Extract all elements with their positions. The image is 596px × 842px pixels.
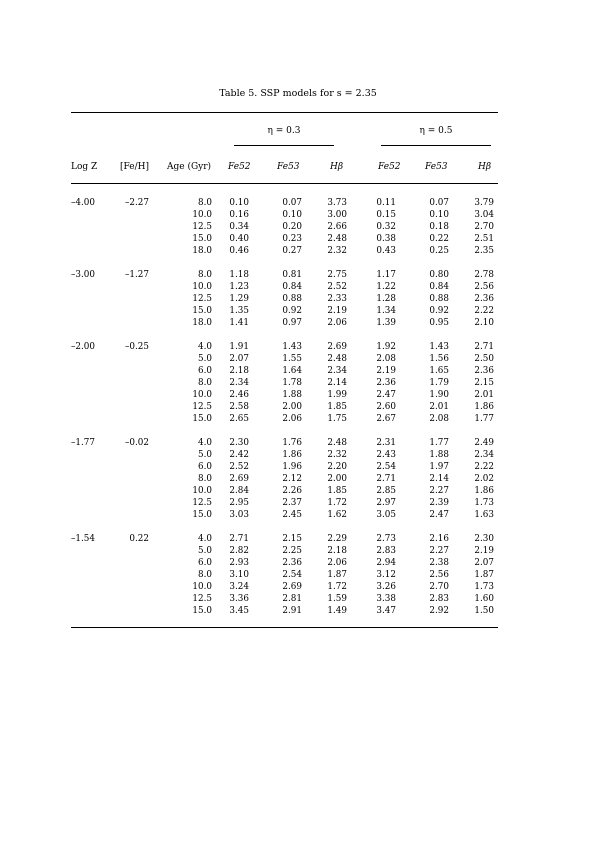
cell-fe53-eta03: 2.15 — [282, 534, 302, 544]
cell-hbeta-eta03: 1.85 — [327, 486, 347, 496]
col-header-fe53-eta05: Fe53 — [425, 162, 448, 172]
cell-fe53-eta05: 2.83 — [429, 594, 449, 604]
cell-age: 12.5 — [192, 402, 212, 412]
cell-age: 18.0 — [192, 246, 212, 256]
cell-age: 8.0 — [198, 270, 212, 280]
cell-fe53-eta03: 0.07 — [282, 198, 302, 208]
cell-hbeta-eta03: 1.87 — [327, 570, 347, 580]
cell-age: 10.0 — [192, 582, 212, 592]
cell-logz: –4.00 — [71, 198, 95, 208]
cell-fe53-eta05: 0.18 — [429, 222, 449, 232]
cell-fe52-eta03: 1.29 — [229, 294, 249, 304]
cell-fe52-eta03: 3.10 — [229, 570, 249, 580]
col-header-hbeta-eta03: Hβ — [330, 162, 344, 172]
cell-fe52-eta03: 3.24 — [229, 582, 249, 592]
cell-fe52-eta05: 0.38 — [376, 234, 396, 244]
cell-hbeta-eta03: 1.99 — [327, 390, 347, 400]
cell-hbeta-eta05: 2.49 — [474, 438, 494, 448]
cell-fe53-eta03: 0.27 — [282, 246, 302, 256]
cell-fe52-eta05: 2.97 — [376, 498, 396, 508]
cell-logz: –3.00 — [71, 270, 95, 280]
cell-hbeta-eta05: 2.56 — [474, 282, 494, 292]
cell-fe52-eta03: 2.95 — [229, 498, 249, 508]
cell-fe53-eta03: 2.06 — [282, 414, 302, 424]
cell-fe53-eta05: 2.08 — [429, 414, 449, 424]
cell-fe53-eta05: 1.65 — [429, 366, 449, 376]
cell-feh: –2.27 — [125, 198, 149, 208]
cell-hbeta-eta05: 1.86 — [474, 402, 494, 412]
cell-fe52-eta03: 2.52 — [229, 462, 249, 472]
cell-fe52-eta05: 1.39 — [376, 318, 396, 328]
cell-hbeta-eta05: 2.07 — [474, 558, 494, 568]
cell-age: 6.0 — [198, 558, 212, 568]
cell-fe52-eta03: 1.23 — [229, 282, 249, 292]
cell-fe53-eta05: 0.22 — [429, 234, 449, 244]
cell-age: 12.5 — [192, 594, 212, 604]
cell-hbeta-eta05: 2.19 — [474, 546, 494, 556]
table-caption: Table 5. SSP models for s = 2.35 — [219, 88, 377, 99]
cell-fe53-eta05: 1.56 — [429, 354, 449, 364]
cell-fe53-eta03: 0.92 — [282, 306, 302, 316]
cell-hbeta-eta03: 1.59 — [327, 594, 347, 604]
cell-age: 18.0 — [192, 318, 212, 328]
cell-fe52-eta05: 2.67 — [376, 414, 396, 424]
cell-hbeta-eta03: 2.48 — [327, 234, 347, 244]
cell-hbeta-eta03: 2.00 — [327, 474, 347, 484]
cell-age: 6.0 — [198, 366, 212, 376]
cell-hbeta-eta05: 2.15 — [474, 378, 494, 388]
cell-hbeta-eta03: 1.72 — [327, 498, 347, 508]
cell-fe53-eta03: 0.97 — [282, 318, 302, 328]
cell-hbeta-eta05: 2.34 — [474, 450, 494, 460]
cell-fe52-eta03: 3.36 — [229, 594, 249, 604]
cell-fe53-eta03: 1.76 — [282, 438, 302, 448]
cell-hbeta-eta05: 2.36 — [474, 366, 494, 376]
cell-fe52-eta03: 0.10 — [229, 198, 249, 208]
cell-fe52-eta03: 0.16 — [229, 210, 249, 220]
cell-age: 5.0 — [198, 354, 212, 364]
cell-hbeta-eta03: 1.85 — [327, 402, 347, 412]
group-label-eta-03: η = 0.3 — [267, 126, 301, 136]
cell-fe52-eta05: 2.71 — [376, 474, 396, 484]
cell-fe52-eta05: 0.15 — [376, 210, 396, 220]
cell-age: 8.0 — [198, 198, 212, 208]
cell-age: 4.0 — [198, 342, 212, 352]
col-header-age: Age (Gyr) — [167, 162, 212, 172]
cell-hbeta-eta03: 2.18 — [327, 546, 347, 556]
cell-fe52-eta05: 0.32 — [376, 222, 396, 232]
cell-fe52-eta03: 0.46 — [229, 246, 249, 256]
cell-fe53-eta05: 2.38 — [429, 558, 449, 568]
cell-fe53-eta03: 2.81 — [282, 594, 302, 604]
cell-fe53-eta05: 2.16 — [429, 534, 449, 544]
cell-fe53-eta05: 0.10 — [429, 210, 449, 220]
cell-fe52-eta03: 2.58 — [229, 402, 249, 412]
col-header-fe53-eta03: Fe53 — [277, 162, 300, 172]
cell-hbeta-eta03: 1.72 — [327, 582, 347, 592]
cell-fe52-eta05: 2.60 — [376, 402, 396, 412]
cell-fe52-eta03: 2.71 — [229, 534, 249, 544]
cell-logz: –1.54 — [71, 534, 95, 544]
cell-fe53-eta05: 1.77 — [429, 438, 449, 448]
cell-feh: –0.25 — [125, 342, 149, 352]
cell-fe52-eta05: 0.11 — [376, 198, 396, 208]
cell-hbeta-eta05: 1.87 — [474, 570, 494, 580]
cell-fe52-eta05: 2.19 — [376, 366, 396, 376]
cell-hbeta-eta03: 2.32 — [327, 246, 347, 256]
col-header-logz: Log Z — [71, 162, 98, 172]
cell-fe53-eta03: 1.86 — [282, 450, 302, 460]
cell-fe53-eta03: 1.43 — [282, 342, 302, 352]
cell-feh: –0.02 — [125, 438, 149, 448]
cell-age: 12.5 — [192, 294, 212, 304]
cell-fe53-eta03: 1.64 — [282, 366, 302, 376]
group-label-eta-05: η = 0.5 — [419, 126, 453, 136]
cell-hbeta-eta05: 2.30 — [474, 534, 494, 544]
cell-hbeta-eta03: 2.69 — [327, 342, 347, 352]
cell-hbeta-eta05: 1.73 — [474, 498, 494, 508]
cell-age: 15.0 — [192, 306, 212, 316]
cell-fe52-eta05: 2.31 — [376, 438, 396, 448]
cell-age: 10.0 — [192, 282, 212, 292]
cell-hbeta-eta05: 1.50 — [474, 606, 494, 616]
cell-hbeta-eta03: 1.62 — [327, 510, 347, 520]
cell-age: 15.0 — [192, 510, 212, 520]
cell-fe52-eta03: 1.35 — [229, 306, 249, 316]
cell-fe53-eta05: 1.90 — [429, 390, 449, 400]
cell-fe53-eta05: 2.92 — [429, 606, 449, 616]
cell-hbeta-eta03: 2.19 — [327, 306, 347, 316]
cell-age: 10.0 — [192, 486, 212, 496]
cell-fe52-eta05: 3.05 — [376, 510, 396, 520]
cell-fe52-eta03: 2.30 — [229, 438, 249, 448]
cell-hbeta-eta05: 1.60 — [474, 594, 494, 604]
cell-fe53-eta03: 0.20 — [282, 222, 302, 232]
cell-hbeta-eta05: 2.02 — [474, 474, 494, 484]
cell-age: 8.0 — [198, 570, 212, 580]
cell-hbeta-eta03: 2.29 — [327, 534, 347, 544]
cell-fe53-eta03: 1.88 — [282, 390, 302, 400]
cell-fe52-eta05: 2.73 — [376, 534, 396, 544]
cell-age: 12.5 — [192, 498, 212, 508]
cell-fe52-eta05: 0.43 — [376, 246, 396, 256]
cell-fe53-eta05: 2.14 — [429, 474, 449, 484]
cell-fe52-eta05: 1.17 — [376, 270, 396, 280]
header-rule — [71, 183, 498, 184]
cell-hbeta-eta03: 3.00 — [327, 210, 347, 220]
cell-fe53-eta05: 1.79 — [429, 378, 449, 388]
cell-fe52-eta05: 2.54 — [376, 462, 396, 472]
cell-hbeta-eta05: 2.22 — [474, 306, 494, 316]
cell-fe53-eta05: 0.25 — [429, 246, 449, 256]
cell-fe53-eta05: 0.88 — [429, 294, 449, 304]
cell-fe52-eta03: 2.93 — [229, 558, 249, 568]
cell-age: 15.0 — [192, 414, 212, 424]
cell-fe53-eta05: 0.80 — [429, 270, 449, 280]
cell-fe53-eta03: 1.55 — [282, 354, 302, 364]
cell-fe52-eta05: 1.22 — [376, 282, 396, 292]
cell-age: 12.5 — [192, 222, 212, 232]
cell-hbeta-eta03: 2.32 — [327, 450, 347, 460]
cell-fe53-eta05: 1.97 — [429, 462, 449, 472]
cell-age: 8.0 — [198, 474, 212, 484]
cell-fe53-eta03: 2.91 — [282, 606, 302, 616]
cell-hbeta-eta05: 2.10 — [474, 318, 494, 328]
cell-fe52-eta03: 3.45 — [229, 606, 249, 616]
cell-hbeta-eta03: 2.33 — [327, 294, 347, 304]
cell-hbeta-eta03: 2.52 — [327, 282, 347, 292]
cell-hbeta-eta05: 2.36 — [474, 294, 494, 304]
cell-fe52-eta05: 2.43 — [376, 450, 396, 460]
cell-fe53-eta03: 0.10 — [282, 210, 302, 220]
cell-fe52-eta03: 3.03 — [229, 510, 249, 520]
cell-fe53-eta05: 2.47 — [429, 510, 449, 520]
cell-fe53-eta03: 2.00 — [282, 402, 302, 412]
cell-fe53-eta05: 0.84 — [429, 282, 449, 292]
cell-hbeta-eta03: 1.49 — [327, 606, 347, 616]
cell-fe52-eta05: 3.47 — [376, 606, 396, 616]
cell-hbeta-eta05: 2.71 — [474, 342, 494, 352]
cell-fe53-eta05: 0.95 — [429, 318, 449, 328]
cell-fe52-eta05: 2.47 — [376, 390, 396, 400]
bottom-rule — [71, 627, 498, 628]
cell-fe52-eta03: 1.18 — [229, 270, 249, 280]
cell-hbeta-eta03: 2.34 — [327, 366, 347, 376]
cell-age: 10.0 — [192, 210, 212, 220]
col-header-fe52-eta03: Fe52 — [228, 162, 251, 172]
cell-fe53-eta05: 2.27 — [429, 546, 449, 556]
cell-hbeta-eta03: 2.66 — [327, 222, 347, 232]
cell-fe53-eta05: 2.56 — [429, 570, 449, 580]
cell-hbeta-eta05: 2.01 — [474, 390, 494, 400]
cell-hbeta-eta05: 2.22 — [474, 462, 494, 472]
cell-fe52-eta03: 2.84 — [229, 486, 249, 496]
cell-fe53-eta03: 2.36 — [282, 558, 302, 568]
cell-fe52-eta05: 1.28 — [376, 294, 396, 304]
cell-fe53-eta03: 2.26 — [282, 486, 302, 496]
cell-hbeta-eta03: 2.48 — [327, 354, 347, 364]
cell-hbeta-eta05: 2.78 — [474, 270, 494, 280]
cell-fe53-eta05: 2.70 — [429, 582, 449, 592]
cell-fe52-eta05: 2.94 — [376, 558, 396, 568]
cell-hbeta-eta05: 1.77 — [474, 414, 494, 424]
cell-fe52-eta03: 2.18 — [229, 366, 249, 376]
cell-fe52-eta05: 3.38 — [376, 594, 396, 604]
cell-hbeta-eta03: 2.20 — [327, 462, 347, 472]
cell-hbeta-eta05: 2.51 — [474, 234, 494, 244]
cell-fe53-eta05: 0.92 — [429, 306, 449, 316]
cell-fe53-eta03: 2.25 — [282, 546, 302, 556]
cell-age: 4.0 — [198, 534, 212, 544]
cell-hbeta-eta05: 3.79 — [474, 198, 494, 208]
cell-hbeta-eta05: 2.35 — [474, 246, 494, 256]
col-header-feh: [Fe/H] — [120, 162, 149, 172]
cell-fe52-eta03: 0.34 — [229, 222, 249, 232]
cell-fe52-eta03: 0.40 — [229, 234, 249, 244]
cell-hbeta-eta05: 2.50 — [474, 354, 494, 364]
cell-fe53-eta03: 1.96 — [282, 462, 302, 472]
cell-fe52-eta05: 2.08 — [376, 354, 396, 364]
cell-fe52-eta03: 1.41 — [229, 318, 249, 328]
cell-fe52-eta05: 2.36 — [376, 378, 396, 388]
cell-fe52-eta03: 2.07 — [229, 354, 249, 364]
cell-fe53-eta03: 2.12 — [282, 474, 302, 484]
cell-feh: 0.22 — [129, 534, 149, 544]
top-rule — [71, 112, 498, 113]
cell-fe53-eta03: 0.23 — [282, 234, 302, 244]
cell-fe52-eta03: 2.42 — [229, 450, 249, 460]
cell-hbeta-eta03: 2.75 — [327, 270, 347, 280]
cell-fe52-eta05: 3.12 — [376, 570, 396, 580]
cell-fe53-eta05: 1.43 — [429, 342, 449, 352]
cell-fe53-eta05: 2.01 — [429, 402, 449, 412]
cell-hbeta-eta03: 2.48 — [327, 438, 347, 448]
cell-fe53-eta03: 0.84 — [282, 282, 302, 292]
cell-age: 15.0 — [192, 606, 212, 616]
cell-fe53-eta03: 2.45 — [282, 510, 302, 520]
cell-logz: –1.77 — [71, 438, 95, 448]
cell-fe52-eta03: 2.46 — [229, 390, 249, 400]
cell-fe52-eta05: 2.85 — [376, 486, 396, 496]
cell-fe53-eta03: 0.81 — [282, 270, 302, 280]
cell-fe52-eta03: 2.69 — [229, 474, 249, 484]
group-rule-eta-03 — [234, 145, 334, 146]
cell-logz: –2.00 — [71, 342, 95, 352]
cell-fe52-eta03: 1.91 — [229, 342, 249, 352]
cell-hbeta-eta03: 2.06 — [327, 558, 347, 568]
cell-hbeta-eta05: 1.86 — [474, 486, 494, 496]
cell-fe52-eta05: 1.92 — [376, 342, 396, 352]
cell-fe53-eta05: 2.27 — [429, 486, 449, 496]
cell-hbeta-eta03: 3.73 — [327, 198, 347, 208]
cell-hbeta-eta05: 1.63 — [474, 510, 494, 520]
cell-age: 5.0 — [198, 546, 212, 556]
cell-age: 8.0 — [198, 378, 212, 388]
cell-fe53-eta05: 2.39 — [429, 498, 449, 508]
cell-fe52-eta05: 2.83 — [376, 546, 396, 556]
cell-fe52-eta05: 1.34 — [376, 306, 396, 316]
cell-fe52-eta03: 2.34 — [229, 378, 249, 388]
cell-age: 5.0 — [198, 450, 212, 460]
cell-age: 6.0 — [198, 462, 212, 472]
cell-hbeta-eta05: 1.73 — [474, 582, 494, 592]
cell-fe53-eta03: 0.88 — [282, 294, 302, 304]
cell-fe53-eta03: 2.54 — [282, 570, 302, 580]
cell-feh: –1.27 — [125, 270, 149, 280]
cell-fe52-eta05: 3.26 — [376, 582, 396, 592]
cell-hbeta-eta05: 2.70 — [474, 222, 494, 232]
cell-age: 4.0 — [198, 438, 212, 448]
col-header-hbeta-eta05: Hβ — [478, 162, 492, 172]
cell-hbeta-eta05: 3.04 — [474, 210, 494, 220]
cell-fe52-eta03: 2.65 — [229, 414, 249, 424]
cell-fe53-eta03: 2.37 — [282, 498, 302, 508]
col-header-fe52-eta05: Fe52 — [378, 162, 401, 172]
cell-age: 15.0 — [192, 234, 212, 244]
cell-fe53-eta03: 2.69 — [282, 582, 302, 592]
cell-fe53-eta05: 0.07 — [429, 198, 449, 208]
cell-fe53-eta03: 1.78 — [282, 378, 302, 388]
cell-age: 10.0 — [192, 390, 212, 400]
cell-fe52-eta03: 2.82 — [229, 546, 249, 556]
group-rule-eta-05 — [381, 145, 491, 146]
cell-hbeta-eta03: 2.06 — [327, 318, 347, 328]
cell-fe53-eta05: 1.88 — [429, 450, 449, 460]
cell-hbeta-eta03: 1.75 — [327, 414, 347, 424]
cell-hbeta-eta03: 2.14 — [327, 378, 347, 388]
